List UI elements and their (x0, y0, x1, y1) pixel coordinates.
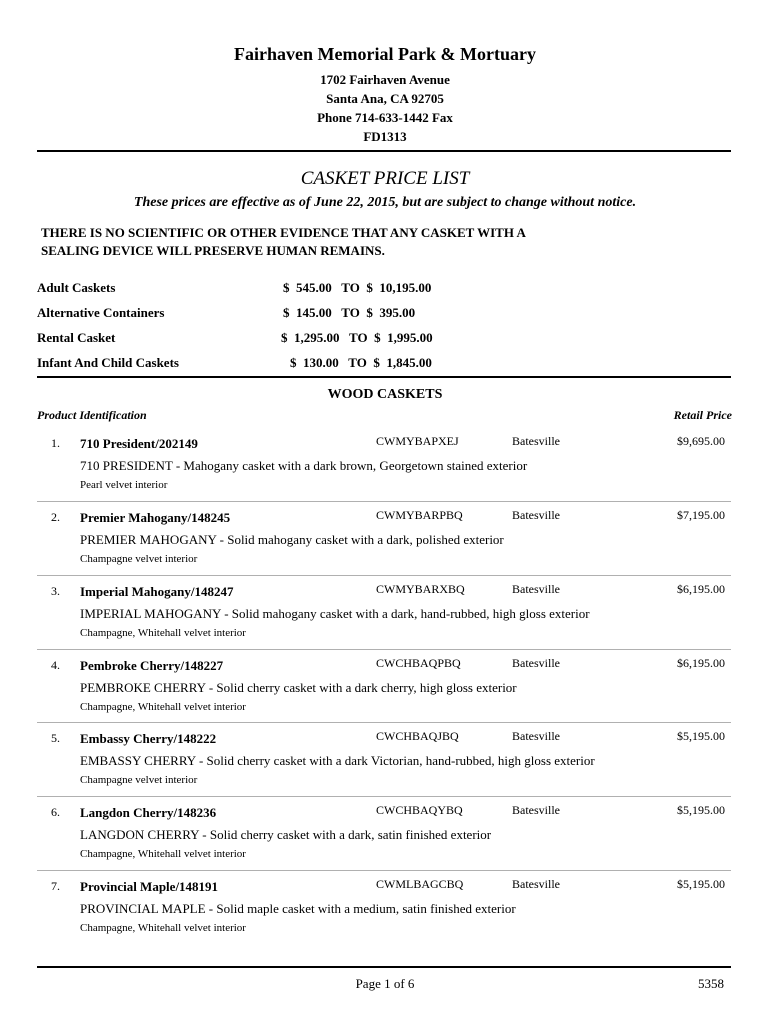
item-name: Premier Mahogany/148245 (80, 510, 231, 525)
city-line: Santa Ana, CA 92705 (326, 91, 444, 106)
price-range-label: Adult Caskets (37, 280, 116, 295)
item-divider (37, 796, 731, 797)
item-code: CWMYBAPXEJ (376, 434, 459, 448)
item-price: $5,195.00 (677, 803, 725, 817)
item-manufacturer: Batesville (512, 729, 560, 743)
item-divider (37, 575, 731, 576)
item-name: 710 President/202149 (80, 436, 198, 451)
item-interior: Champagne velvet interior (80, 553, 198, 565)
price-range-label: Alternative Containers (37, 305, 165, 320)
list-item (0, 436, 770, 510)
item-manufacturer: Batesville (512, 434, 560, 448)
item-price: $5,195.00 (677, 729, 725, 743)
column-header-product: Product Identification (37, 408, 147, 422)
item-divider (37, 722, 731, 723)
item-code: CWMYBARXBQ (376, 582, 465, 596)
price-range-value: $ 145.00 TO $ 395.00 (283, 305, 416, 320)
list-item (0, 805, 770, 879)
list-item (0, 658, 770, 732)
item-name: Pembroke Cherry/148227 (80, 658, 224, 673)
item-interior: Champagne, Whitehall velvet interior (80, 627, 246, 639)
item-number: 7. (51, 879, 60, 893)
item-price: $7,195.00 (677, 508, 725, 522)
disclaimer-line-2: SEALING DEVICE WILL PRESERVE HUMAN REMAINS. (41, 243, 385, 258)
item-name: Provincial Maple/148191 (80, 879, 219, 894)
disclaimer-line-1: THERE IS NO SCIENTIFIC OR OTHER EVIDENCE THAT ANY CASKET WITH A (41, 225, 526, 240)
item-number: 1. (51, 436, 60, 450)
item-code: CWCHBAQJBQ (376, 729, 459, 743)
address-line: 1702 Fairhaven Avenue (320, 72, 450, 87)
section-title: WOOD CASKETS (327, 387, 443, 402)
item-description: PROVINCIAL MAPLE - Solid maple casket with a medium, satin finished exterior (80, 901, 516, 916)
item-number: 5. (51, 731, 60, 745)
section-divider (37, 376, 731, 378)
effective-notice: These prices are effective as of June 22, 2015, but are subject to change without notice. (133, 195, 637, 210)
item-manufacturer: Batesville (512, 508, 560, 522)
item-manufacturer: Batesville (512, 582, 560, 596)
header-divider (37, 150, 731, 152)
item-description: 710 PRESIDENT - Mahogany casket with a dark brown, Georgetown stained exterior (80, 458, 528, 473)
list-item (0, 584, 770, 658)
document-number: 5358 (698, 976, 724, 991)
item-manufacturer: Batesville (512, 656, 560, 670)
phone-line: Phone 714-633-1442 Fax (317, 110, 453, 125)
footer-divider (37, 966, 731, 968)
item-description: EMBASSY CHERRY - Solid cherry casket with a dark Victorian, hand-rubbed, high gloss exterior (80, 753, 595, 768)
item-number: 2. (51, 510, 60, 524)
list-item (0, 731, 770, 805)
list-item (0, 510, 770, 584)
item-manufacturer: Batesville (512, 803, 560, 817)
price-range-value: $ 1,295.00 TO $ 1,995.00 (281, 330, 433, 345)
item-number: 4. (51, 658, 60, 672)
item-name: Langdon Cherry/148236 (80, 805, 217, 820)
item-interior: Champagne, Whitehall velvet interior (80, 922, 246, 934)
item-description: PEMBROKE CHERRY - Solid cherry casket with a dark cherry, high gloss exterior (80, 680, 517, 695)
page-number: Page 1 of 6 (355, 976, 415, 991)
item-number: 6. (51, 805, 60, 819)
item-code: CWCHBAQYBQ (376, 803, 463, 817)
price-range-value: $ 545.00 TO $ 10,195.00 (283, 280, 432, 295)
item-code: CWCHBAQPBQ (376, 656, 461, 670)
item-price: $9,695.00 (677, 434, 725, 448)
item-name: Embassy Cherry/148222 (80, 731, 217, 746)
price-range-label: Rental Casket (37, 330, 116, 345)
item-interior: Champagne, Whitehall velvet interior (80, 701, 246, 713)
page-title: CASKET PRICE LIST (300, 168, 470, 189)
business-name: Fairhaven Memorial Park & Mortuary (234, 44, 536, 64)
item-divider (37, 501, 731, 502)
column-header-price: Retail Price (673, 408, 732, 422)
item-price: $6,195.00 (677, 656, 725, 670)
item-description: PREMIER MAHOGANY - Solid mahogany casket with a dark, polished exterior (80, 532, 504, 547)
price-range-label: Infant And Child Caskets (37, 355, 179, 370)
item-name: Imperial Mahogany/148247 (80, 584, 234, 599)
item-description: IMPERIAL MAHOGANY - Solid mahogany casket with a dark, hand-rubbed, high gloss exterior (80, 606, 590, 621)
item-divider (37, 649, 731, 650)
item-code: CWMLBAGCBQ (376, 877, 464, 891)
item-number: 3. (51, 584, 60, 598)
item-interior: Champagne, Whitehall velvet interior (80, 848, 246, 860)
item-manufacturer: Batesville (512, 877, 560, 891)
item-code: CWMYBARPBQ (376, 508, 463, 522)
price-range-value: $ 130.00 TO $ 1,845.00 (290, 355, 432, 370)
item-interior: Champagne velvet interior (80, 774, 198, 786)
item-interior: Pearl velvet interior (80, 479, 168, 491)
list-item (0, 879, 770, 953)
item-description: LANGDON CHERRY - Solid cherry casket with a dark, satin finished exterior (80, 827, 492, 842)
item-divider (37, 870, 731, 871)
license-number: FD1313 (363, 129, 407, 144)
item-price: $5,195.00 (677, 877, 725, 891)
item-price: $6,195.00 (677, 582, 725, 596)
